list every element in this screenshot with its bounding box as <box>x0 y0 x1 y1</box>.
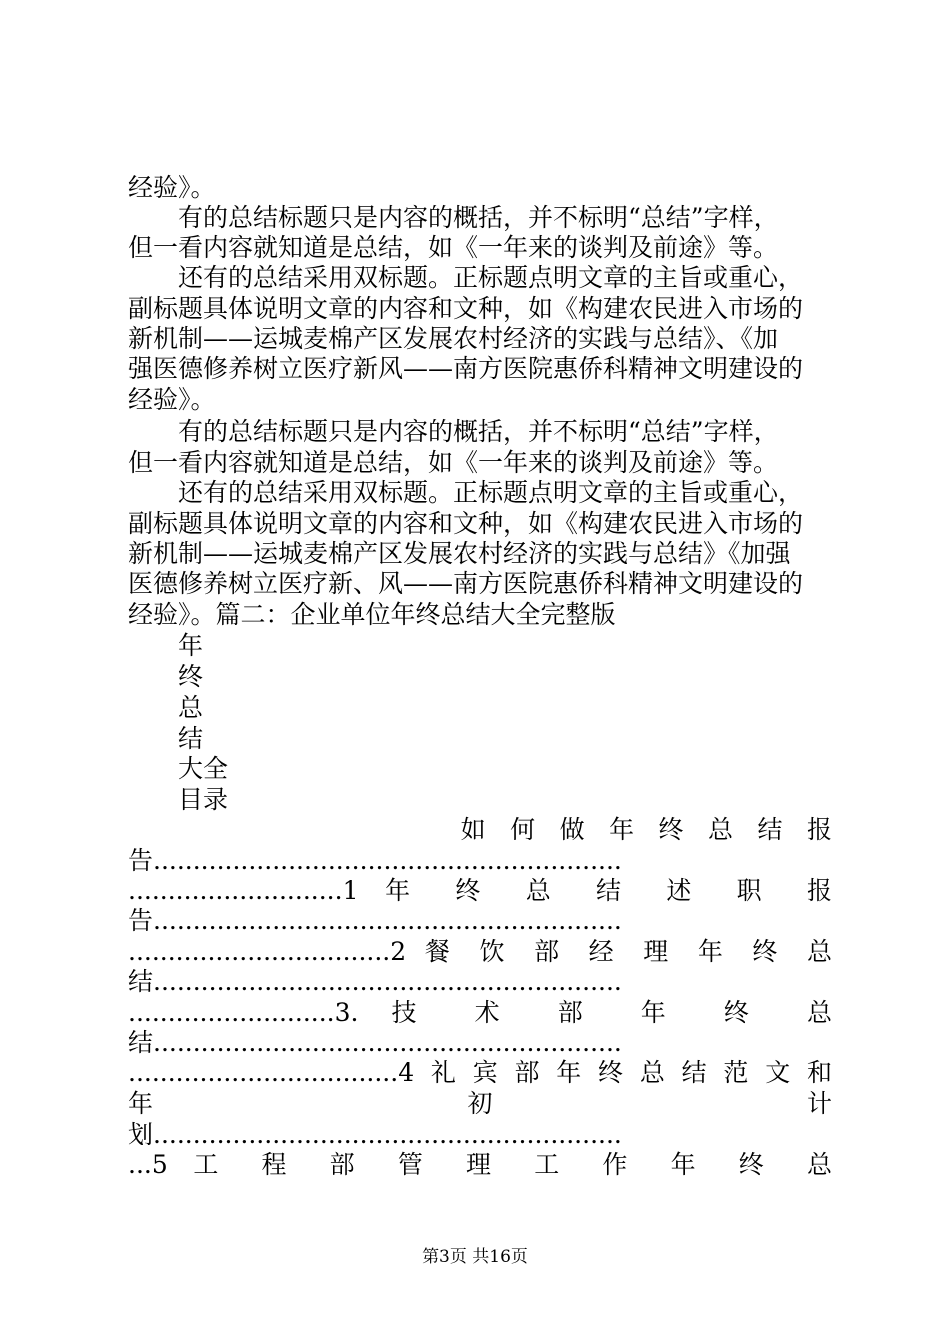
toc-line: .................................2 餐 饮 部 经 理 年 终 总 <box>128 937 832 966</box>
toc-leader-line: 告........................................................... <box>128 906 622 935</box>
text-line: 结 <box>128 724 204 753</box>
text-line: 终 <box>128 662 204 691</box>
text-line: 经验》。篇二：企业单位年终总结大全完整版 <box>128 600 616 629</box>
text-line: 新机制——运城麦棉产区发展农村经济的实践与总结》《加强 <box>128 539 791 568</box>
text-line: 经验》。 <box>128 173 216 202</box>
toc-line: ..........................3. 技 术 部 年 终 总 <box>128 998 832 1027</box>
text-line: 但一看内容就知道是总结，如《一年来的谈判及前途》等。 <box>128 448 779 477</box>
text-line: 目录 <box>128 785 229 814</box>
toc-line: 如 何 做 年 终 总 结 报 <box>128 815 832 844</box>
text-line: 副标题具体说明文章的内容和文种，如《构建农民进入市场的 <box>128 509 804 538</box>
text-line: 还有的总结采用双标题。正标题点明文章的主旨或重心， <box>128 263 804 292</box>
toc-line: ...........................1 年 终 总 结 述 职 报 <box>128 876 832 905</box>
text-line: 强医德修养树立医疗新风——南方医院惠侨科精神文明建设的 <box>128 354 804 383</box>
toc-leader-line: 告........................................................... <box>128 846 622 875</box>
text-line: 有的总结标题只是内容的概括，并不标明“总结”字样， <box>128 203 779 232</box>
text-line: 但一看内容就知道是总结，如《一年来的谈判及前途》等。 <box>128 233 779 262</box>
text-line: 大全 <box>128 754 229 783</box>
text-line: 副标题具体说明文章的内容和文种，如《构建农民进入市场的 <box>128 294 804 323</box>
toc-line: ..................................4礼宾部年终总结范文和 <box>128 1058 832 1087</box>
text-line: 总 <box>128 693 204 722</box>
toc-leader-line: 结........................................................... <box>128 1028 622 1057</box>
page-number-footer: 第3页 共16页 <box>422 1247 528 1267</box>
toc-leader-line: 划........................................................... <box>128 1120 622 1149</box>
text-line: 还有的总结采用双标题。正标题点明文章的主旨或重心， <box>128 478 804 507</box>
text-line: 年 <box>128 631 204 660</box>
text-line: 经验》。 <box>128 385 216 414</box>
toc-line: 年 初 计 <box>128 1089 832 1118</box>
text-line: 医德修养树立医疗新、风——南方医院惠侨科精神文明建设的 <box>128 569 804 598</box>
toc-line: ...5 工 程 部 管 理 工 作 年 终 总 <box>128 1150 832 1179</box>
text-line: 有的总结标题只是内容的概括，并不标明“总结”字样， <box>128 417 779 446</box>
toc-leader-line: 结........................................................... <box>128 967 622 996</box>
text-line: 新机制——运城麦棉产区发展农村经济的实践与总结》、《加 <box>128 324 779 353</box>
